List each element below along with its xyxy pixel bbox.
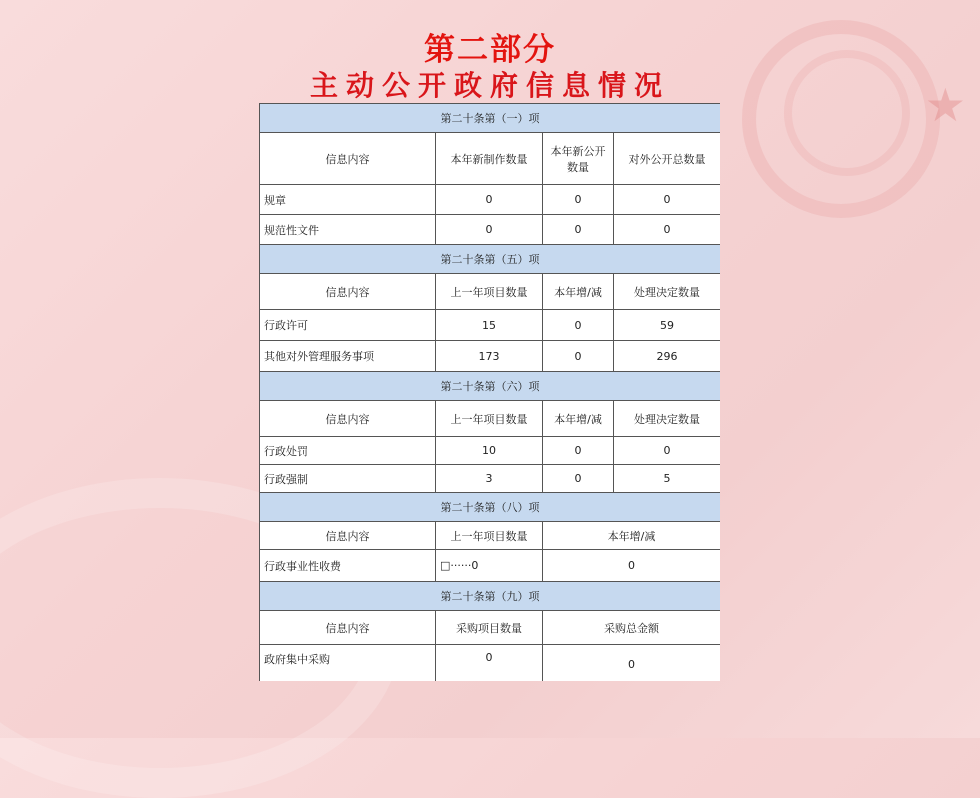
table-cell: 0 (543, 550, 721, 582)
column-header: 本年新公开数量 (543, 133, 614, 185)
table-row (260, 341, 721, 372)
column-header: 对外公开总数量 (614, 133, 721, 185)
section-heading-row (260, 582, 721, 611)
table-cell: 0 (543, 645, 721, 682)
table-row (260, 215, 721, 245)
header-row (260, 522, 721, 550)
table-cell: 0 (543, 465, 614, 493)
column-header: 采购项目数量 (436, 611, 543, 645)
column-header: 信息内容 (260, 133, 436, 185)
table-row (260, 437, 721, 465)
section-heading-row (260, 245, 721, 274)
table-row (260, 185, 721, 215)
section-heading: 第二十条第（一）项 (260, 104, 721, 133)
table-row (260, 310, 721, 341)
column-header: 上一年项目数量 (436, 401, 543, 437)
table-row (260, 550, 721, 582)
column-header: 本年增/减 (543, 522, 721, 550)
header-row (260, 401, 721, 437)
table-cell: 3 (436, 465, 543, 493)
table-cell: 0 (543, 310, 614, 341)
section-heading-row (260, 493, 721, 522)
column-header: 处理决定数量 (614, 401, 721, 437)
header-row (260, 133, 721, 185)
star-icon: ★ (924, 78, 966, 132)
column-header: 上一年项目数量 (436, 522, 543, 550)
page-title: 第二部分 (424, 32, 556, 68)
table-cell: 296 (614, 341, 721, 372)
column-header: 本年增/减 (543, 401, 614, 437)
header-row (260, 611, 721, 645)
section-heading-row (260, 372, 721, 401)
column-header: 信息内容 (260, 274, 436, 310)
header-row (260, 274, 721, 310)
table-cell: 0 (543, 185, 614, 215)
column-header: 采购总金额 (543, 611, 721, 645)
table-row (260, 465, 721, 493)
table-cell: 10 (436, 437, 543, 465)
section-heading-row (260, 104, 721, 133)
table-cell: 0 (614, 437, 721, 465)
table-cell: 0 (543, 215, 614, 245)
table-cell: 0 (436, 645, 543, 682)
section-heading: 第二十条第（五）项 (260, 245, 721, 274)
column-header: 本年增/减 (543, 274, 614, 310)
column-header: 信息内容 (260, 611, 436, 645)
table-cell: 规范性文件 (260, 215, 436, 245)
column-header: 信息内容 (260, 522, 436, 550)
table-cell: 行政强制 (260, 465, 436, 493)
table-cell: 15 (436, 310, 543, 341)
table-cell: 0 (436, 215, 543, 245)
table-cell: 0 (436, 185, 543, 215)
table-cell: 0 (543, 341, 614, 372)
table-cell: 政府集中采购 (260, 645, 436, 682)
column-header: 信息内容 (260, 401, 436, 437)
page-subtitle: 主动公开政府信息情况 (309, 69, 670, 102)
disclosure-table (259, 103, 720, 681)
table-cell: 59 (614, 310, 721, 341)
column-header: 处理决定数量 (614, 274, 721, 310)
table-cell: 行政许可 (260, 310, 436, 341)
table-cell: 0 (543, 437, 614, 465)
table-cell: 173 (436, 341, 543, 372)
table-cell: □······0 (436, 550, 543, 582)
section-heading: 第二十条第（六）项 (260, 372, 721, 401)
table-cell: 5 (614, 465, 721, 493)
table-cell: 0 (614, 215, 721, 245)
section-heading: 第二十条第（九）项 (260, 582, 721, 611)
table-cell: 其他对外管理服务事项 (260, 341, 436, 372)
table-cell: 行政处罚 (260, 437, 436, 465)
section-heading: 第二十条第（八）项 (260, 493, 721, 522)
column-header: 本年新制作数量 (436, 133, 543, 185)
column-header: 上一年项目数量 (436, 274, 543, 310)
table-row (260, 645, 721, 682)
table-cell: 0 (614, 185, 721, 215)
table-cell: 行政事业性收费 (260, 550, 436, 582)
table-cell: 规章 (260, 185, 436, 215)
document-table-page (259, 103, 720, 681)
